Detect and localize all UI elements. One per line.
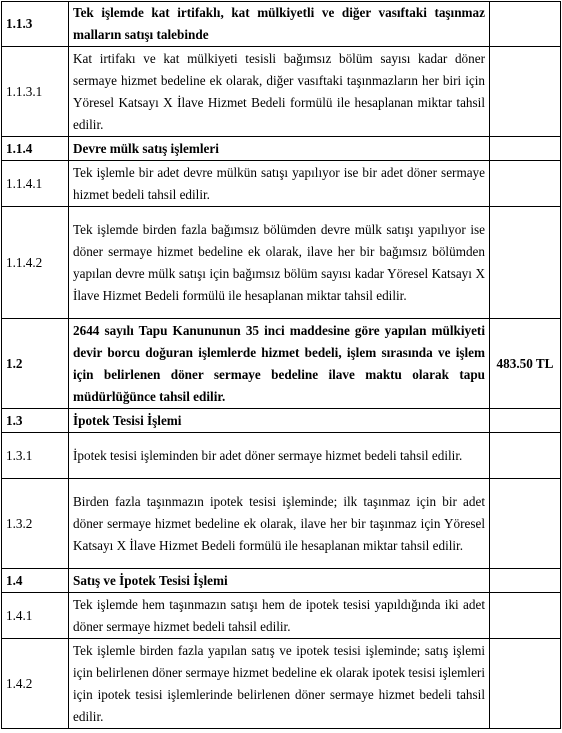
table-row xyxy=(2,207,561,319)
table-row xyxy=(2,639,561,729)
row-description: Satış ve İpotek Tesisi İşlemi xyxy=(69,569,490,593)
row-fee xyxy=(490,161,561,207)
row-description: 2644 sayılı Tapu Kanununun 35 inci maddesine göre yapılan mülkiyeti devir borcu doğuran işlemlerde hizmet bedeli, işlem sırasında ve işlem için belirlenen döner sermaye bedeline ilave maktu olarak tapu müdürlüğünce tahsil edilir. xyxy=(69,319,490,409)
row-description: Devre mülk satış işlemleri xyxy=(69,137,490,161)
table-row xyxy=(2,319,561,409)
row-fee xyxy=(490,137,561,161)
row-code: 1.3.1 xyxy=(2,433,69,479)
table-row xyxy=(2,409,561,433)
row-description: İpotek Tesisi İşlemi xyxy=(69,409,490,433)
row-fee xyxy=(490,207,561,319)
row-fee xyxy=(490,47,561,137)
table-row xyxy=(2,161,561,207)
row-fee xyxy=(490,479,561,569)
fee-schedule-table xyxy=(1,1,561,729)
row-fee xyxy=(490,593,561,639)
row-description: Tek işlemle bir adet devre mülkün satışı yapılıyor ise bir adet döner sermaye hizmet bedeli tahsil edilir. xyxy=(69,161,490,207)
row-fee xyxy=(490,2,561,47)
row-code: 1.3.2 xyxy=(2,479,69,569)
row-code: 1.4.2 xyxy=(2,639,69,729)
table-row xyxy=(2,47,561,137)
table-row xyxy=(2,433,561,479)
row-code: 1.2 xyxy=(2,319,69,409)
table-row xyxy=(2,137,561,161)
row-code: 1.1.4.1 xyxy=(2,161,69,207)
row-code: 1.1.3 xyxy=(2,2,69,47)
row-fee xyxy=(490,433,561,479)
row-code: 1.1.4 xyxy=(2,137,69,161)
row-code: 1.1.4.2 xyxy=(2,207,69,319)
row-code: 1.1.3.1 xyxy=(2,47,69,137)
row-code: 1.3 xyxy=(2,409,69,433)
row-description: Tek işlemde hem taşınmazın satışı hem de ipotek tesisi yapıldığında iki adet döner sermaye hizmet bedeli tahsil edilir. xyxy=(69,593,490,639)
table-row xyxy=(2,569,561,593)
row-code: 1.4.1 xyxy=(2,593,69,639)
row-fee xyxy=(490,639,561,729)
row-description: Birden fazla taşınmazın ipotek tesisi işleminde; ilk taşınmaz için bir adet döner sermaye hizmet bedeline ek olarak, ilave her bir taşınmaz için Yöresel Katsayı X İlave Hizmet Bedeli formülü ile hesaplanan miktar tahsil edilir. xyxy=(69,479,490,569)
row-description: İpotek tesisi işleminden bir adet döner sermaye hizmet bedeli tahsil edilir. xyxy=(69,433,490,479)
row-description: Tek işlemle birden fazla yapılan satış ve ipotek tesisi işleminde; satış işlemi için belirlenen döner sermaye hizmet bedeline ek olarak ipotek tesisi işlemleri için ipotek tesisi işlemlerinde belirlenen döner sermaye hizmet bedeli tahsil edilir. xyxy=(69,639,490,729)
table-row xyxy=(2,479,561,569)
row-fee xyxy=(490,569,561,593)
row-code: 1.4 xyxy=(2,569,69,593)
table-row xyxy=(2,593,561,639)
row-description: Kat irtifakı ve kat mülkiyeti tesisli bağımsız bölüm sayısı kadar döner sermaye hizmet bedeline ek olarak, diğer vasıftaki taşınmazların her biri için Yöresel Katsayı X İlave Hizmet Bedeli formülü ile hesaplanan miktar tahsil edilir. xyxy=(69,47,490,137)
row-description: Tek işlemde birden fazla bağımsız bölümden devre mülk satışı yapılıyor ise döner sermaye hizmet bedeline ek olarak, ilave her bir bağımsız bölümden yapılan devre mülk satışı için bağımsız bölüm sayısı kadar Yöresel Katsayı X İlave Hizmet Bedeli formülü ile hesaplanan miktar tahsil edilir. xyxy=(69,207,490,319)
table-row xyxy=(2,2,561,47)
row-fee xyxy=(490,409,561,433)
row-description: Tek işlemde kat irtifaklı, kat mülkiyetli ve diğer vasıftaki taşınmaz malların satışı talebinde xyxy=(69,2,490,47)
row-fee: 483.50 TL xyxy=(490,319,561,409)
